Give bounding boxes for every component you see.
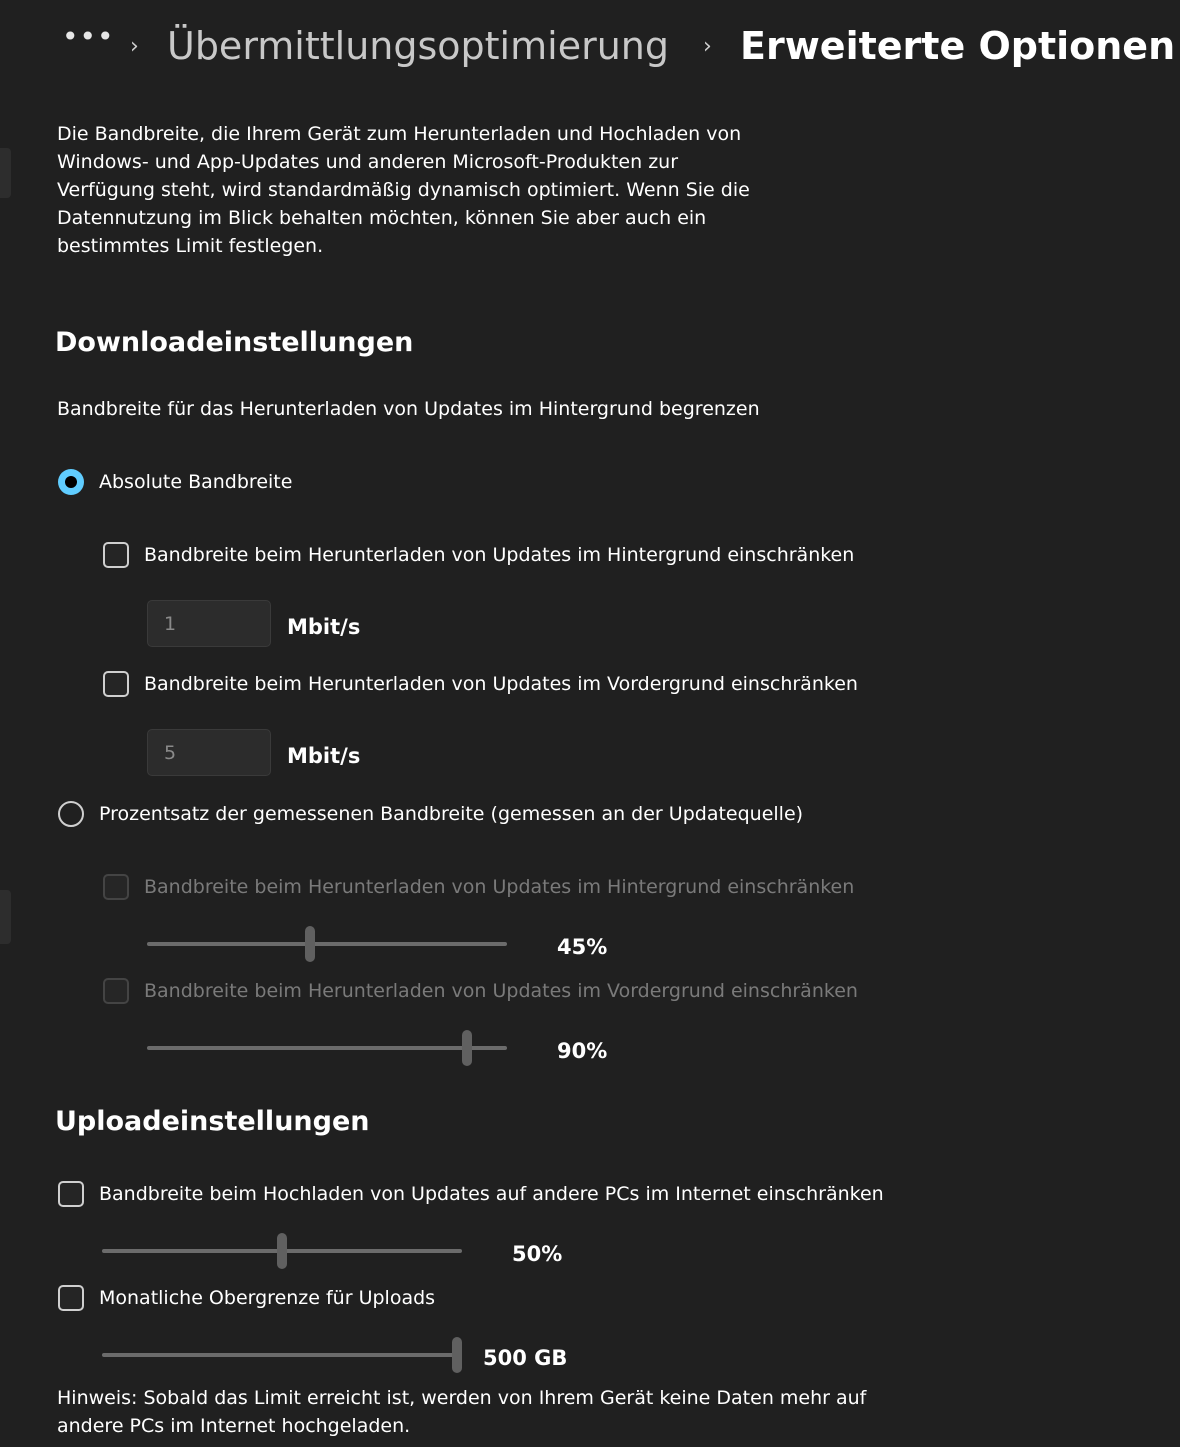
absolute-background-checkbox[interactable] [103, 542, 129, 568]
upload-hint-text: Hinweis: Sobald das Limit erreicht ist, werden von Ihrem Gerät keine Daten mehr auf andere PCs im Internet hochgeladen. [57, 1387, 867, 1437]
monthly-upload-value: 500 GB [483, 1346, 568, 1370]
intro-text: Die Bandbreite, die Ihrem Gerät zum Herunterladen und Hochladen von Windows- und App-Updates und anderen Microsoft-Produkten zur Verfügung steht, wird standardmäßig dynamisch optimiert. Wenn Sie die Datennutzung im Blick behalten möchten, können Sie aber auch ein bestimmtes Limit festlegen. [57, 123, 750, 257]
absolute-background-unit: Mbit/s [287, 615, 361, 639]
upload-section-title: Uploadeinstellungen [55, 1106, 370, 1137]
absolute-foreground-unit: Mbit/s [287, 744, 361, 768]
nav-pane-edge [0, 148, 11, 198]
page-title: Erweiterte Optionen [740, 24, 1176, 68]
monthly-upload-label[interactable]: Monatliche Obergrenze für Uploads [99, 1287, 436, 1309]
monthly-upload-slider-track[interactable] [102, 1353, 462, 1357]
monthly-upload-checkbox[interactable] [58, 1285, 84, 1311]
absolute-foreground-input[interactable]: 5 [147, 729, 271, 776]
percentage-background-slider-track[interactable] [147, 942, 507, 946]
absolute-bandwidth-radio[interactable] [58, 469, 84, 495]
upload-limit-label[interactable]: Bandbreite beim Hochladen von Updates auf andere PCs im Internet einschränken [99, 1183, 884, 1205]
upload-limit-slider-thumb[interactable] [277, 1233, 287, 1269]
nav-pane-edge [0, 890, 11, 944]
monthly-upload-slider-thumb[interactable] [452, 1337, 462, 1373]
download-subtitle: Bandbreite für das Herunterladen von Updates im Hintergrund begrenzen [57, 398, 760, 420]
absolute-background-label[interactable]: Bandbreite beim Herunterladen von Updates im Hintergrund einschränken [144, 544, 855, 566]
percentage-bandwidth-label[interactable]: Prozentsatz der gemessenen Bandbreite (gemessen an der Updatequelle) [99, 803, 804, 825]
percentage-bandwidth-radio[interactable] [58, 801, 84, 827]
chevron-right-icon: › [703, 34, 712, 59]
chevron-right-icon: › [130, 34, 139, 59]
absolute-foreground-label[interactable]: Bandbreite beim Herunterladen von Updates im Vordergrund einschränken [144, 673, 858, 695]
absolute-background-input[interactable]: 1 [147, 600, 271, 647]
breadcrumb-parent-link[interactable]: Übermittlungsoptimierung [167, 24, 669, 68]
upload-limit-checkbox[interactable] [58, 1181, 84, 1207]
percentage-background-checkbox[interactable] [103, 874, 129, 900]
download-section-title: Downloadeinstellungen [55, 327, 414, 358]
percentage-background-value: 45% [557, 935, 608, 959]
percentage-foreground-checkbox[interactable] [103, 978, 129, 1004]
absolute-bandwidth-label[interactable]: Absolute Bandbreite [99, 471, 293, 493]
percentage-foreground-label: Bandbreite beim Herunterladen von Updates im Vordergrund einschränken [144, 980, 858, 1002]
percentage-background-label: Bandbreite beim Herunterladen von Updates im Hintergrund einschränken [144, 876, 855, 898]
percentage-foreground-slider-track[interactable] [147, 1046, 507, 1050]
percentage-foreground-value: 90% [557, 1039, 608, 1063]
percentage-foreground-slider-thumb[interactable] [462, 1030, 472, 1066]
percentage-background-slider-thumb[interactable] [305, 926, 315, 962]
upload-limit-value: 50% [512, 1242, 563, 1266]
breadcrumb-more-button[interactable]: ••• [62, 20, 115, 53]
absolute-foreground-checkbox[interactable] [103, 671, 129, 697]
